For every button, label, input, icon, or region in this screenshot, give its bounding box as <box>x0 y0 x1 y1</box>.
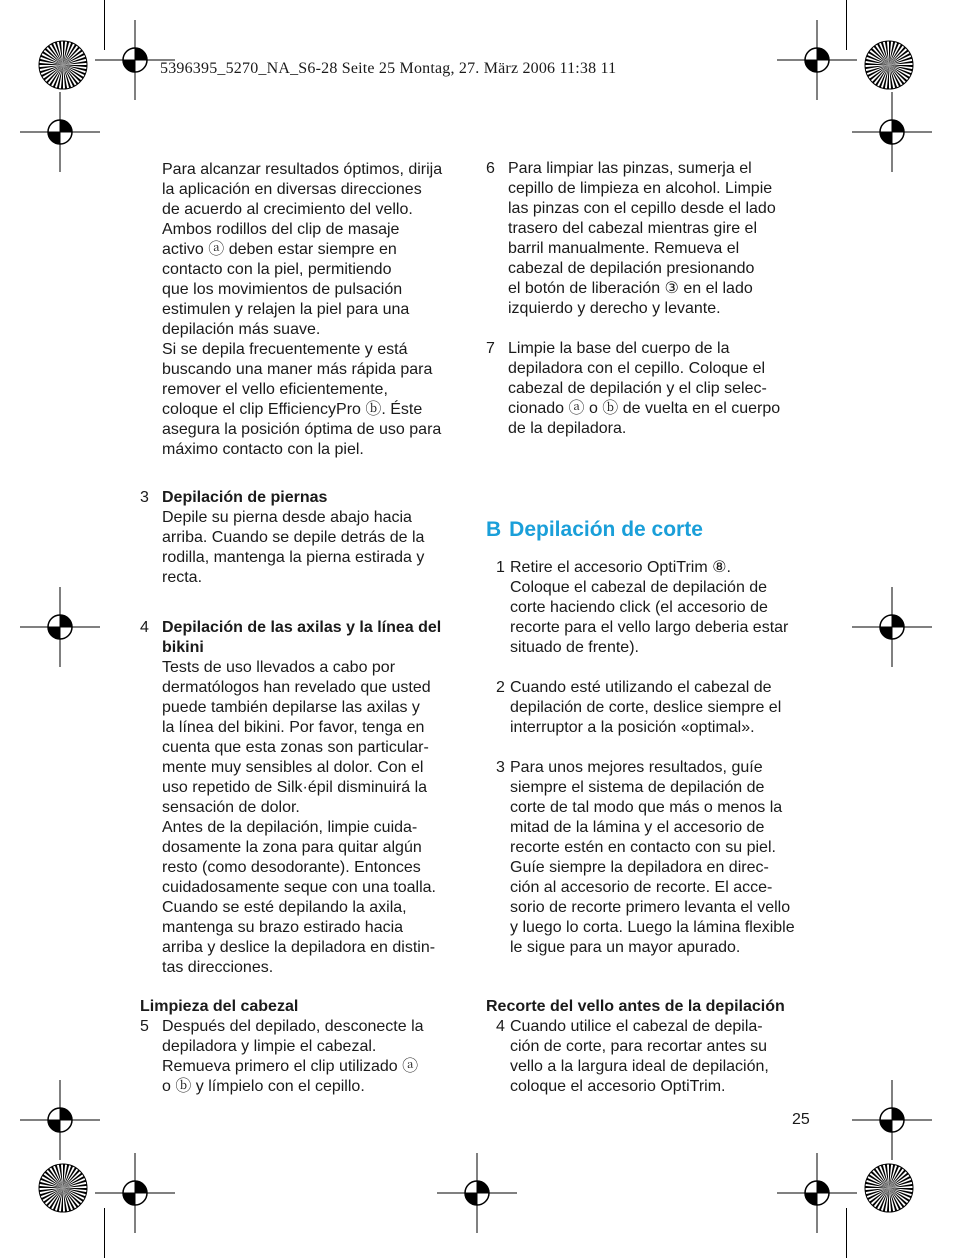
trim-heading <box>486 997 785 1017</box>
registration-mark-icon <box>95 1153 175 1233</box>
left-column <box>162 160 472 460</box>
registration-mark-icon <box>20 1080 100 1160</box>
subsection-heading: Limpieza del cabezal <box>140 998 299 1015</box>
registration-mark-icon <box>852 1080 932 1160</box>
item-number: 4 <box>496 1018 505 1035</box>
list-item-b4 <box>496 1017 840 1097</box>
section-title: Depilación de corte <box>509 518 703 541</box>
item-number: 3 <box>140 489 149 506</box>
intro-paragraph: Para alcanzar resultados óptimos, dirija la aplicación en diversas direcciones de acuerdo al crecimiento del vello. Ambos rodillos del clip de masaje activo ⓐ deben estar siempre en contacto con la piel, permitiendo que los movimientos de pulsación estimulen y relajen la piel para una depilación más suave. Si se depila frecuentemente y está buscando una maner más rápida para remover el vello eficientemente, coloque el clip EfficiencyPro ⓑ. Éste asegura la posición óptima de uso para máximo contacto con la piel. <box>162 161 443 458</box>
registration-mark-icon <box>20 92 100 172</box>
registration-mark-icon <box>20 587 100 667</box>
item-body: Después del depilado, desconecte la depiladora y limpie el cabezal. Remueva primero el clip utilizado ⓐ o ⓑ y límpielo con el cepillo. <box>162 1018 424 1095</box>
print-slug: 5396395_5270_NA_S6-28 Seite 25 Montag, 27. März 2006 11:38 11 <box>160 60 617 77</box>
registration-mark-icon <box>852 92 932 172</box>
item-number: 3 <box>496 759 505 776</box>
list-item-5 <box>140 1017 492 1097</box>
item-body: Retire el accesorio OptiTrim ⑧. Coloque el cabezal de depilación de corte haciendo click (el accesorio de recorte para el vello largo deberia estar situado de frente). <box>510 559 789 656</box>
section-heading <box>486 518 703 542</box>
list-item-6 <box>486 159 838 319</box>
list-item-7 <box>486 339 838 439</box>
registration-mark-icon <box>437 1153 517 1233</box>
starburst-mark-icon <box>864 40 914 90</box>
item-number: 2 <box>496 679 505 696</box>
starburst-mark-icon <box>38 1163 88 1213</box>
registration-mark-icon <box>777 20 857 100</box>
starburst-mark-icon <box>38 40 88 90</box>
starburst-mark-icon <box>864 1163 914 1213</box>
item-number: 6 <box>486 160 495 177</box>
item-body: Para unos mejores resultados, guíe siempre el sistema de depilación de corte de tal modo que más o menos la mitad de la lámina y el accesorio de recorte estén en contacto con su piel. Guíe siempre la depiladora en direc- ción al accesorio de recorte. El acce- sorio de recorte primero levanta el vello y luego lo corta. Luego la lámina flexible le sigue para un mayor apurado. <box>510 759 795 956</box>
item-body: Cuando esté utilizando el cabezal de depilación de corte, deslice siempre el interruptor a la posición «optimal». <box>510 679 782 736</box>
list-item-b1 <box>496 558 840 658</box>
list-item-3 <box>140 488 492 588</box>
registration-mark-icon <box>852 587 932 667</box>
section-letter: B <box>486 518 502 541</box>
item-number: 7 <box>486 340 495 357</box>
item-number: 5 <box>140 1018 149 1035</box>
item-title: Depilación de piernas <box>162 489 328 506</box>
item-title: Depilación de las axilas y la línea del bikini <box>162 619 442 656</box>
cleaning-heading <box>140 997 298 1017</box>
list-item-4 <box>140 618 492 978</box>
list-item-b2 <box>496 678 840 738</box>
registration-mark-icon <box>777 1153 857 1233</box>
page-number: 25 <box>792 1111 810 1128</box>
item-body: Cuando utilice el cabezal de depila- ción de corte, para recortar antes su vello a la largura ideal de depilación, coloque el accesorio OptiTrim. <box>510 1018 769 1095</box>
item-number: 4 <box>140 619 149 636</box>
list-item-b3 <box>496 758 840 958</box>
item-body: Limpie la base del cuerpo de la depiladora con el cepillo. Coloque el cabezal de depilación y el clip selec- cionado ⓐ o ⓑ de vuelta en el cuerpo de la depiladora. <box>508 340 781 437</box>
item-number: 1 <box>496 559 505 576</box>
item-body: Tests de uso llevados a cabo por dermatólogos han revelado que usted puede también depilarse las axilas y la línea del bikini. Por favor, tenga en cuenta que esta zonas son particular- mente muy sensibles al dolor. Con el uso repetido de Silk·épil disminuirá la sensación de dolor. Antes de la depilación, limpie cuida- dosamente la zona para quitar algún resto (como desodorante). Entonces cuidadosamente seque con una toalla. Cuando se esté depilando la axila, mantenga su brazo estirado hacia arriba y deslice la depiladora en distin- tas direcciones. <box>162 659 436 976</box>
subsection-heading: Recorte del vello antes de la depilación <box>486 998 785 1015</box>
item-body: Depile su pierna desde abajo hacia arriba. Cuando se depile detrás de la rodilla, mantenga la pierna estirada y recta. <box>162 509 425 586</box>
item-body: Para limpiar las pinzas, sumerja el cepillo de limpieza en alcohol. Limpie las pinzas con el cepillo desde el lado trasero del cabezal mientras gire el barril manualmente. Remueva el cabezal de depilación presionando el botón de liberación ③ en el lado izquierdo y derecho y levante. <box>508 160 776 317</box>
